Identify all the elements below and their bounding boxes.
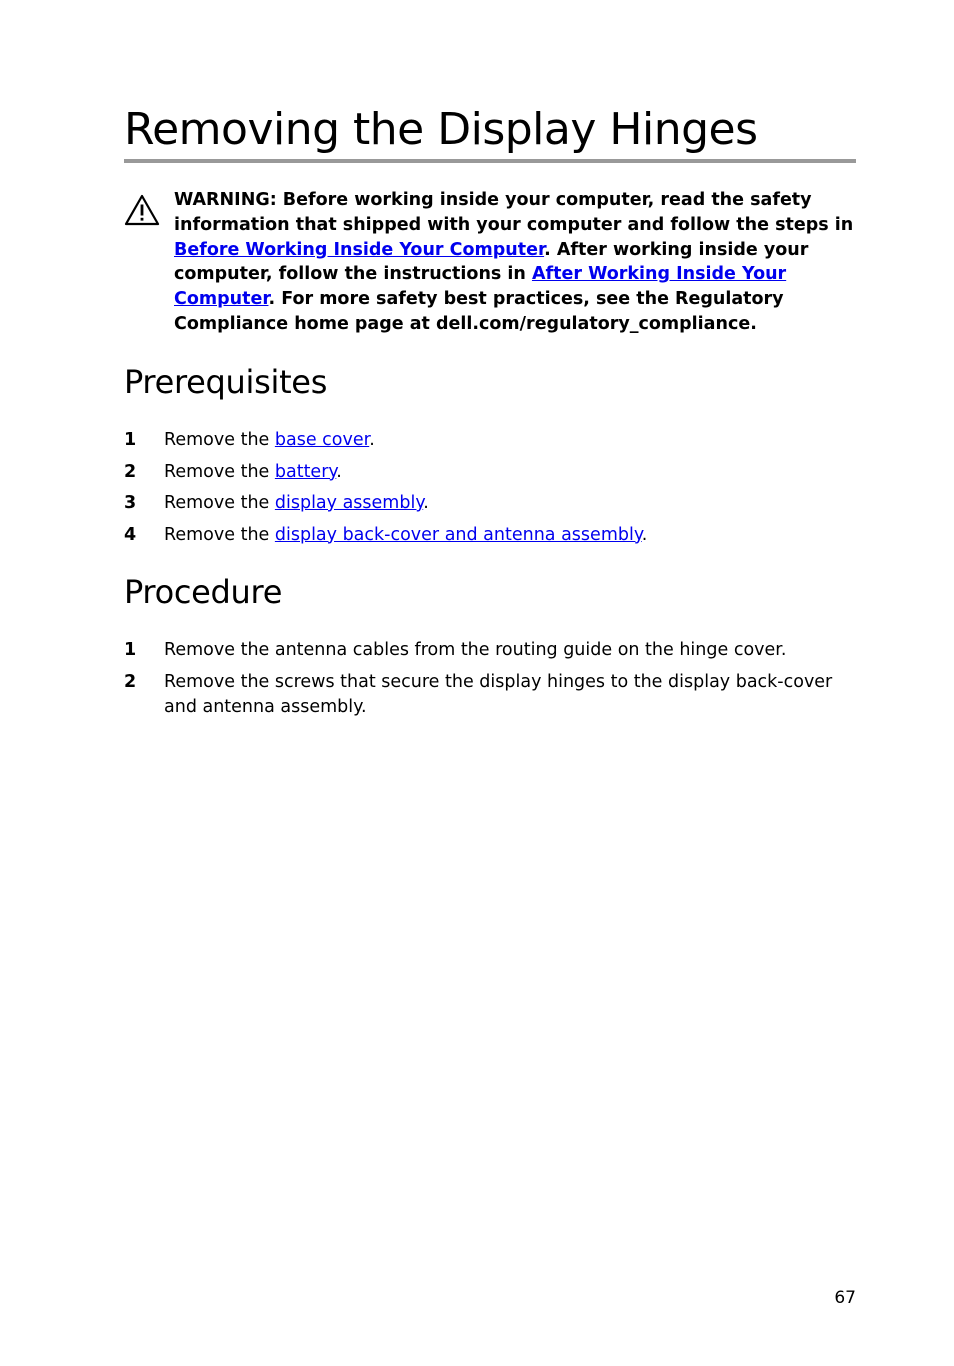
prerequisites-heading: Prerequisites [124, 363, 328, 401]
step-number: 2 [124, 461, 137, 482]
warning-text-part: . For more safety best practices, see the Regulatory Compliance home page at dell.com/regulatory_compliance. [174, 289, 784, 334]
procedure-list [124, 638, 856, 726]
step-punctuation: . [641, 524, 648, 545]
procedure-heading: Procedure [124, 573, 283, 611]
step-text: Remove the screws that secure the display hinges to the display back-cover and antenna assembly. [164, 671, 833, 717]
step-text: Remove the antenna cables from the routing guide on the hinge cover. [164, 640, 787, 660]
after-working-link[interactable]: After Working Inside Your Computer [174, 264, 787, 310]
warning-triangle-icon [124, 194, 160, 226]
base-cover-link[interactable]: base cover [274, 430, 370, 450]
step-number: 1 [124, 640, 137, 660]
prerequisites-list [124, 428, 856, 554]
step-text: Remove the [164, 493, 275, 513]
step-number: 3 [124, 493, 137, 513]
step-number: 1 [124, 430, 137, 450]
list-item [124, 460, 856, 485]
page-number: 67 [834, 1288, 856, 1308]
step-punctuation: . [423, 493, 429, 513]
step-text: Remove the [164, 524, 275, 545]
step-punctuation: . [369, 430, 375, 450]
step-number: 2 [124, 671, 137, 692]
display-back-cover-link[interactable]: display back-cover and antenna assembly [274, 524, 642, 545]
title-divider [124, 159, 856, 163]
warning-text [174, 188, 864, 337]
step-text: Remove the [164, 430, 275, 450]
before-working-link[interactable]: Before Working Inside Your Computer [174, 239, 545, 260]
list-item [124, 428, 856, 453]
page-title: Removing the Display Hinges [124, 104, 758, 155]
step-number: 4 [124, 524, 137, 545]
step-text: Remove the [164, 461, 275, 482]
battery-link[interactable]: battery [274, 461, 337, 482]
list-item [124, 491, 856, 516]
display-assembly-link[interactable]: display assembly [274, 493, 424, 513]
warning-text-part: . After working inside your computer, follow the instructions in [174, 239, 809, 285]
warning-text-part: WARNING: Before working inside your computer, read the safety information that shipped with your computer and follow the steps in [174, 190, 854, 235]
list-item [124, 638, 856, 663]
list-item [124, 670, 856, 720]
step-punctuation: . [336, 461, 342, 482]
list-item [124, 523, 856, 548]
